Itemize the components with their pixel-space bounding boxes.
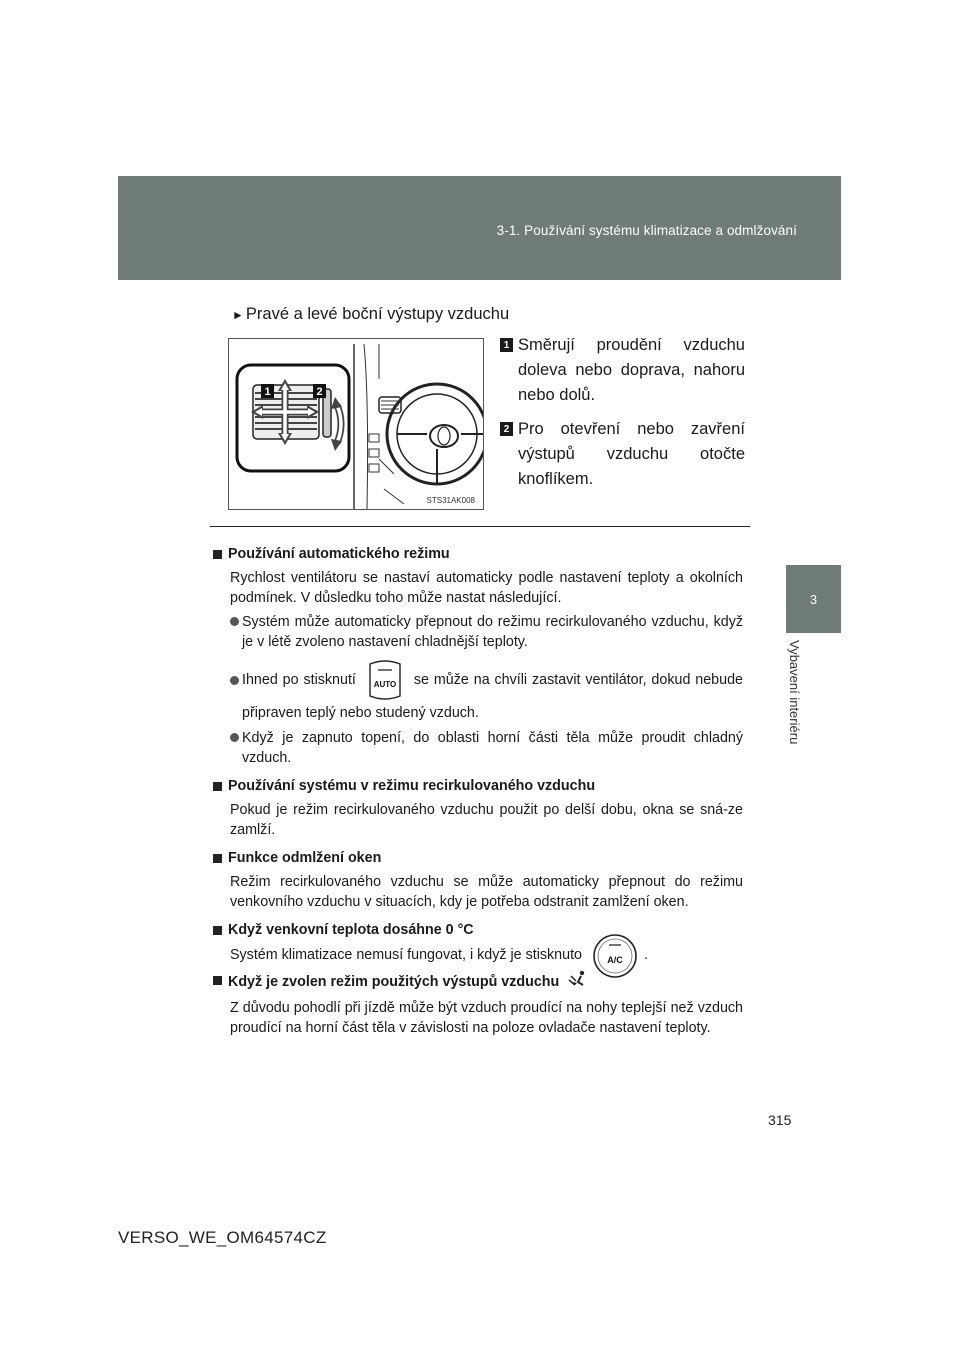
section-heading-text: Pravé a levé boční výstupy vzduchu <box>245 305 510 323</box>
marker-1-label: 1 <box>264 386 271 398</box>
callout-2 <box>500 417 745 492</box>
ac-button-label: A/C <box>607 955 623 966</box>
figure-callouts <box>500 333 745 501</box>
divider <box>210 526 750 527</box>
note-heading: Když venkovní teplota dosáhne 0 °C <box>213 920 743 940</box>
square-bullet-icon <box>213 550 222 559</box>
dashboard-illustration <box>229 339 483 509</box>
chapter-label: Vybavení interiéru <box>787 640 802 745</box>
list-item: Systém může automaticky přepnout do režimu recirkulovaného vzduchu, když je v létě zvoleno nastavení chladnější teploty. <box>213 612 743 652</box>
note-body: Systém klimatizace nemusí fungovat, i když je stisknuto A/C . <box>213 944 743 966</box>
note-body: Rychlost ventilátoru se nastaví automaticky podle nastavení teploty a okolních podmínek. V důsledku toho může nastat následující. <box>230 570 743 606</box>
footer-code: VERSO_WE_OM64574CZ <box>118 1228 327 1247</box>
section-heading <box>232 305 509 324</box>
section-title: 3-1. Používání systému klimatizace a odmlžování <box>496 223 797 238</box>
circle-bullet-icon <box>230 733 239 742</box>
callout-number: 1 <box>500 338 513 352</box>
list-item: Když je zapnuto topení, do oblasti horní části těla může proudit chladný vzduch. <box>213 728 743 768</box>
callout-text: Pro otevření nebo zavření výstupů vzduchu otočte knoflíkem. <box>518 420 745 488</box>
note-body: Režim recirkulovaného vzduchu se může automaticky přepnout do režimu venkovního vzduchu v situacích, kdy je potřeba odstranit zamlžení oken. <box>230 874 743 910</box>
note-body: Z důvodu pohodlí při jízdě může být vzduch proudící na nohy teplejší než vzduch proudící na horní část těla v závislosti na poloze ovladače nastavení teploty. <box>230 1000 743 1036</box>
square-bullet-icon <box>213 926 222 935</box>
square-bullet-icon <box>213 976 222 985</box>
figure-side-vents <box>228 338 484 510</box>
circle-bullet-icon <box>230 676 239 685</box>
square-bullet-icon <box>213 782 222 791</box>
note-body: Pokud je režim recirkulovaného vzduchu použit po delší dobu, okna se sná-ze zamlží. <box>230 802 743 838</box>
auto-button-icon <box>362 658 408 702</box>
header-band <box>118 176 841 280</box>
notes <box>213 544 743 1038</box>
foot-vent-mode-icon <box>567 970 589 994</box>
list-item: Ihned po stisknutí AUTO se může na chvíli zastavit ventilátor, dokud nebude připraven teplý nebo studený vzduch. <box>213 658 743 724</box>
callout-1 <box>500 333 745 408</box>
circle-bullet-icon <box>230 617 239 626</box>
figure-code: STS31AK008 <box>426 496 475 505</box>
chapter-tab: 3 <box>786 565 841 633</box>
callout-text: Směrují proudění vzduchu doleva nebo doprava, nahoru nebo dolů. <box>518 336 745 404</box>
square-bullet-icon <box>213 854 222 863</box>
marker-2-label: 2 <box>316 386 323 398</box>
note-heading: Funkce odmlžení oken <box>213 848 743 868</box>
note-heading: Používání automatického režimu <box>213 544 743 564</box>
note-heading: Používání systému v režimu recirkulovaného vzduchu <box>213 776 743 796</box>
callout-number: 2 <box>500 422 513 436</box>
auto-button-label: AUTO <box>373 680 397 689</box>
note-heading: Když je zvolen režim použitých výstupů vzduchu <box>213 970 743 994</box>
triangle-right-icon: ► <box>232 308 244 322</box>
page-number: 315 <box>768 1112 792 1128</box>
